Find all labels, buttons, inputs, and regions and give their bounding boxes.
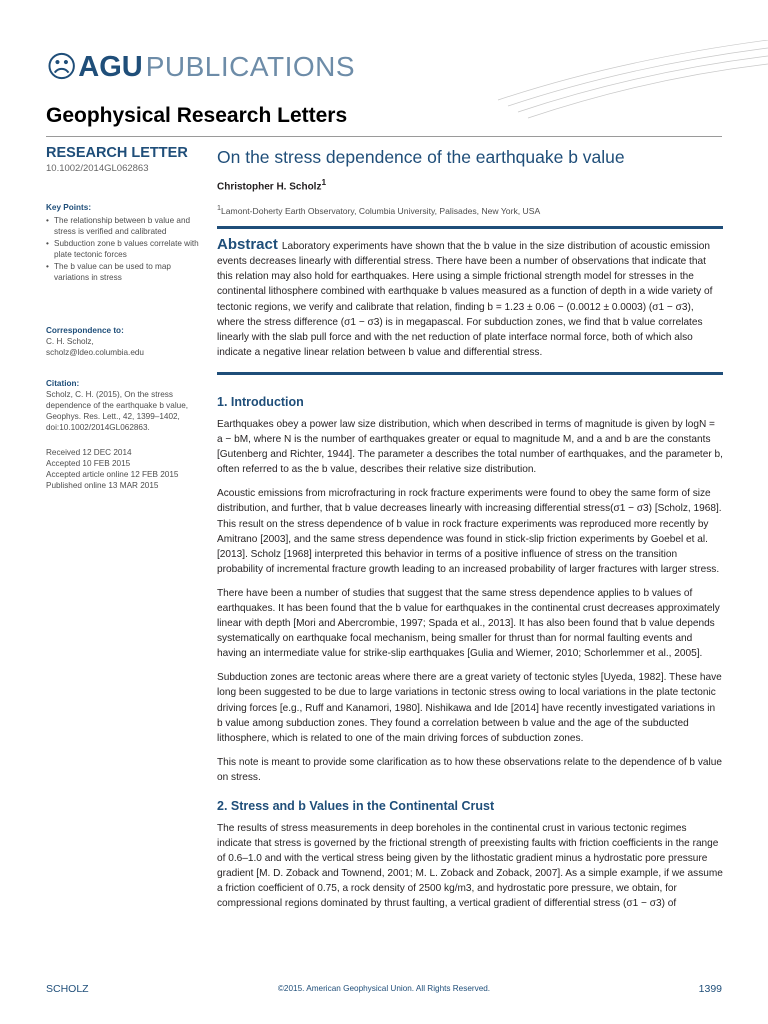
- footer-copyright: ©2015. American Geophysical Union. All Rights Reserved.: [277, 984, 491, 993]
- affiliation: Lamont-Doherty Earth Observatory, Columbia University, Palisades, New York, USA: [220, 206, 541, 217]
- journal-title: Geophysical Research Letters: [46, 104, 348, 127]
- dates-block: [46, 447, 204, 491]
- citation-heading: Citation:: [46, 379, 80, 388]
- agu-logo: [46, 50, 355, 84]
- footer-author: SCHOLZ: [46, 983, 89, 995]
- header-rule: [46, 136, 722, 137]
- section-heading: 2. Stress and b Values in the Continental Crust: [217, 799, 495, 813]
- date-received: Received 12 DEC 2014: [46, 448, 132, 457]
- affiliation-line: [217, 204, 723, 216]
- paragraph: Subduction zones are tectonic areas where there are a great variety of tectonic styles [Uyeda, 1982]. These have long been suggested to be due to large variations in tectonic stress owing to local variations in the plate tectonic driving forces [e.g., Ruff and Kanamori, 1980]. Nishikawa and Ide [2014] have recently investigated variations in b value among subduction zones. They found a correlation between b value and the age of the subducted lithosphere, which is related to one of the main driving forces of subduction zones.: [217, 672, 722, 744]
- doi[interactable]: 10.1002/2014GL062863: [46, 163, 149, 174]
- paragraph: This note is meant to provide some clarification as to how these observations relate to the dependence of b value on stress.: [217, 756, 722, 783]
- key-point: • Subduction zone b values correlate with plate tectonic forces: [46, 238, 204, 260]
- author-line: [217, 177, 723, 192]
- key-points-heading: Key Points:: [46, 203, 92, 212]
- agu-globe-icon: ☹: [46, 49, 77, 85]
- affil-mark: 1: [217, 204, 221, 213]
- date-published: Published online 13 MAR 2015: [46, 481, 159, 490]
- correspondence-name: C. H. Scholz,: [46, 337, 94, 346]
- key-point: • The b value can be used to map variations in stress: [46, 261, 204, 283]
- side-column: [46, 146, 204, 491]
- key-points-list: [46, 215, 204, 283]
- abstract-bottom-rule: [217, 372, 723, 375]
- page-number: 1399: [698, 983, 722, 995]
- date-accepted-online: Accepted article online 12 FEB 2015: [46, 470, 179, 479]
- key-point: • The relationship between b value and stress is verified and calibrated: [46, 215, 204, 237]
- abstract-text: Laboratory experiments have shown that the b value in the size distribution of acoustic emission events decreases linearly with differential stress. There have been a number of observations that indicate that this relation may also hold for earthquakes. Here using a simple frictional strength model for stresses in the continental lithosphere combined with earthquake b values measured as a function of depth in a wide variety of tectonic regions, we verify and calibrate that relation, finding b = 1.23 ± 0.06 − (0.0012 ± 0.0003) (σ1 − σ3), where the stress difference (σ1 − σ3) is in megapascal. For subduction zones, we find that b value correlates linearly with the slab pull force and with the net reduction of plate interface normal force, both of which also indicate a negative linear relation between b value and differential stress.: [217, 241, 713, 358]
- abstract-top-rule: [217, 226, 723, 229]
- article-title: On the stress dependence of the earthquake b value: [217, 147, 625, 167]
- abstract-heading: Abstract: [217, 236, 278, 254]
- citation-text: Scholz, C. H. (2015), On the stress dependence of the earthquake b value, Geophys. Res. Lett., 42, 1399–1402, doi:10.1002/2014GL062863.: [46, 390, 189, 432]
- paragraph: Acoustic emissions from microfracturing in rock fracture experiments were found to obey the same form of size distribution, and further, that b value decreases linearly with increasing differential stress(σ1 − σ3) [Scholz, 1968]. This result on the stress dependence of b value in rock fracture experiments was reproduced more recently by Amitrano [2003], and the same stress dependence was found in stick-slip friction experiments by Goebel et al. [2013]. Scholz [1968] interpreted this behavior in terms of a positive influence of stress on the transition probability of incremental fracture growth leading to an increased probability of larger fractures with larger stress.: [217, 488, 722, 575]
- logo-agu-text: AGU: [78, 50, 143, 83]
- author-affil-mark: 1: [321, 177, 327, 187]
- correspondence-email[interactable]: scholz@ldeo.columbia.edu: [46, 348, 144, 357]
- main-column: [217, 146, 723, 921]
- paragraph: There have been a number of studies that suggest that the same stress dependence applies to b values of earthquakes. It has been found that the b value for earthquakes in the continental crust decreases approximately linear with depth [Mori and Abercrombie, 1997; Spada et al., 2013]. It has also been found that b value depends systematically on earthquake focal mechanism, being smaller for thrust than for normal faulting events and having an intermediate value for strike-slip earthquakes [Gulia and Wiemer, 2010; Schorlemmer et al., 2005].: [217, 587, 720, 660]
- correspondence-heading: Correspondence to:: [46, 326, 124, 335]
- author-name: Christopher H. Scholz: [217, 181, 322, 193]
- logo-publications-text: PUBLICATIONS: [145, 51, 356, 82]
- decorative-curves: [468, 40, 768, 130]
- date-accepted: Accepted 10 FEB 2015: [46, 459, 131, 468]
- abstract: [217, 237, 723, 360]
- paragraph: Earthquakes obey a power law size distribution, which when described in terms of magnitude is given by logN = a − bM, where N is the number of earthquakes greater or equal to magnitude M, and a and b are the constants [Gutenberg and Richter, 1944]. The parameter a describes the total number of earthquakes, and the parameter b, often referred to as the b value, describes their relative size distribution.: [217, 418, 723, 476]
- article-type: RESEARCH LETTER: [46, 145, 188, 161]
- section-heading: 1. Introduction: [217, 394, 304, 409]
- paragraph: The results of stress measurements in deep boreholes in the continental crust in various tectonic regimes indicate that stress is governed by the frictional strength of preexisting faults with friction coefficients in the range of 0.6–1.0 and with the vertical stress being given by the lithostatic gradient minus a hydrostatic pore pressure gradient [M. D. Zoback and Townend, 2001; M. L. Zoback and Zoback, 2007]. As a simple example, if we assume a friction coefficient of 0.75, a rock density of 2500 kg/m3, and hydrostatic pore pressure, we obtain, for compressional regions dominated by thrust faulting, a vertical gradient of differential stress (σ1 − σ3) of: [217, 823, 723, 910]
